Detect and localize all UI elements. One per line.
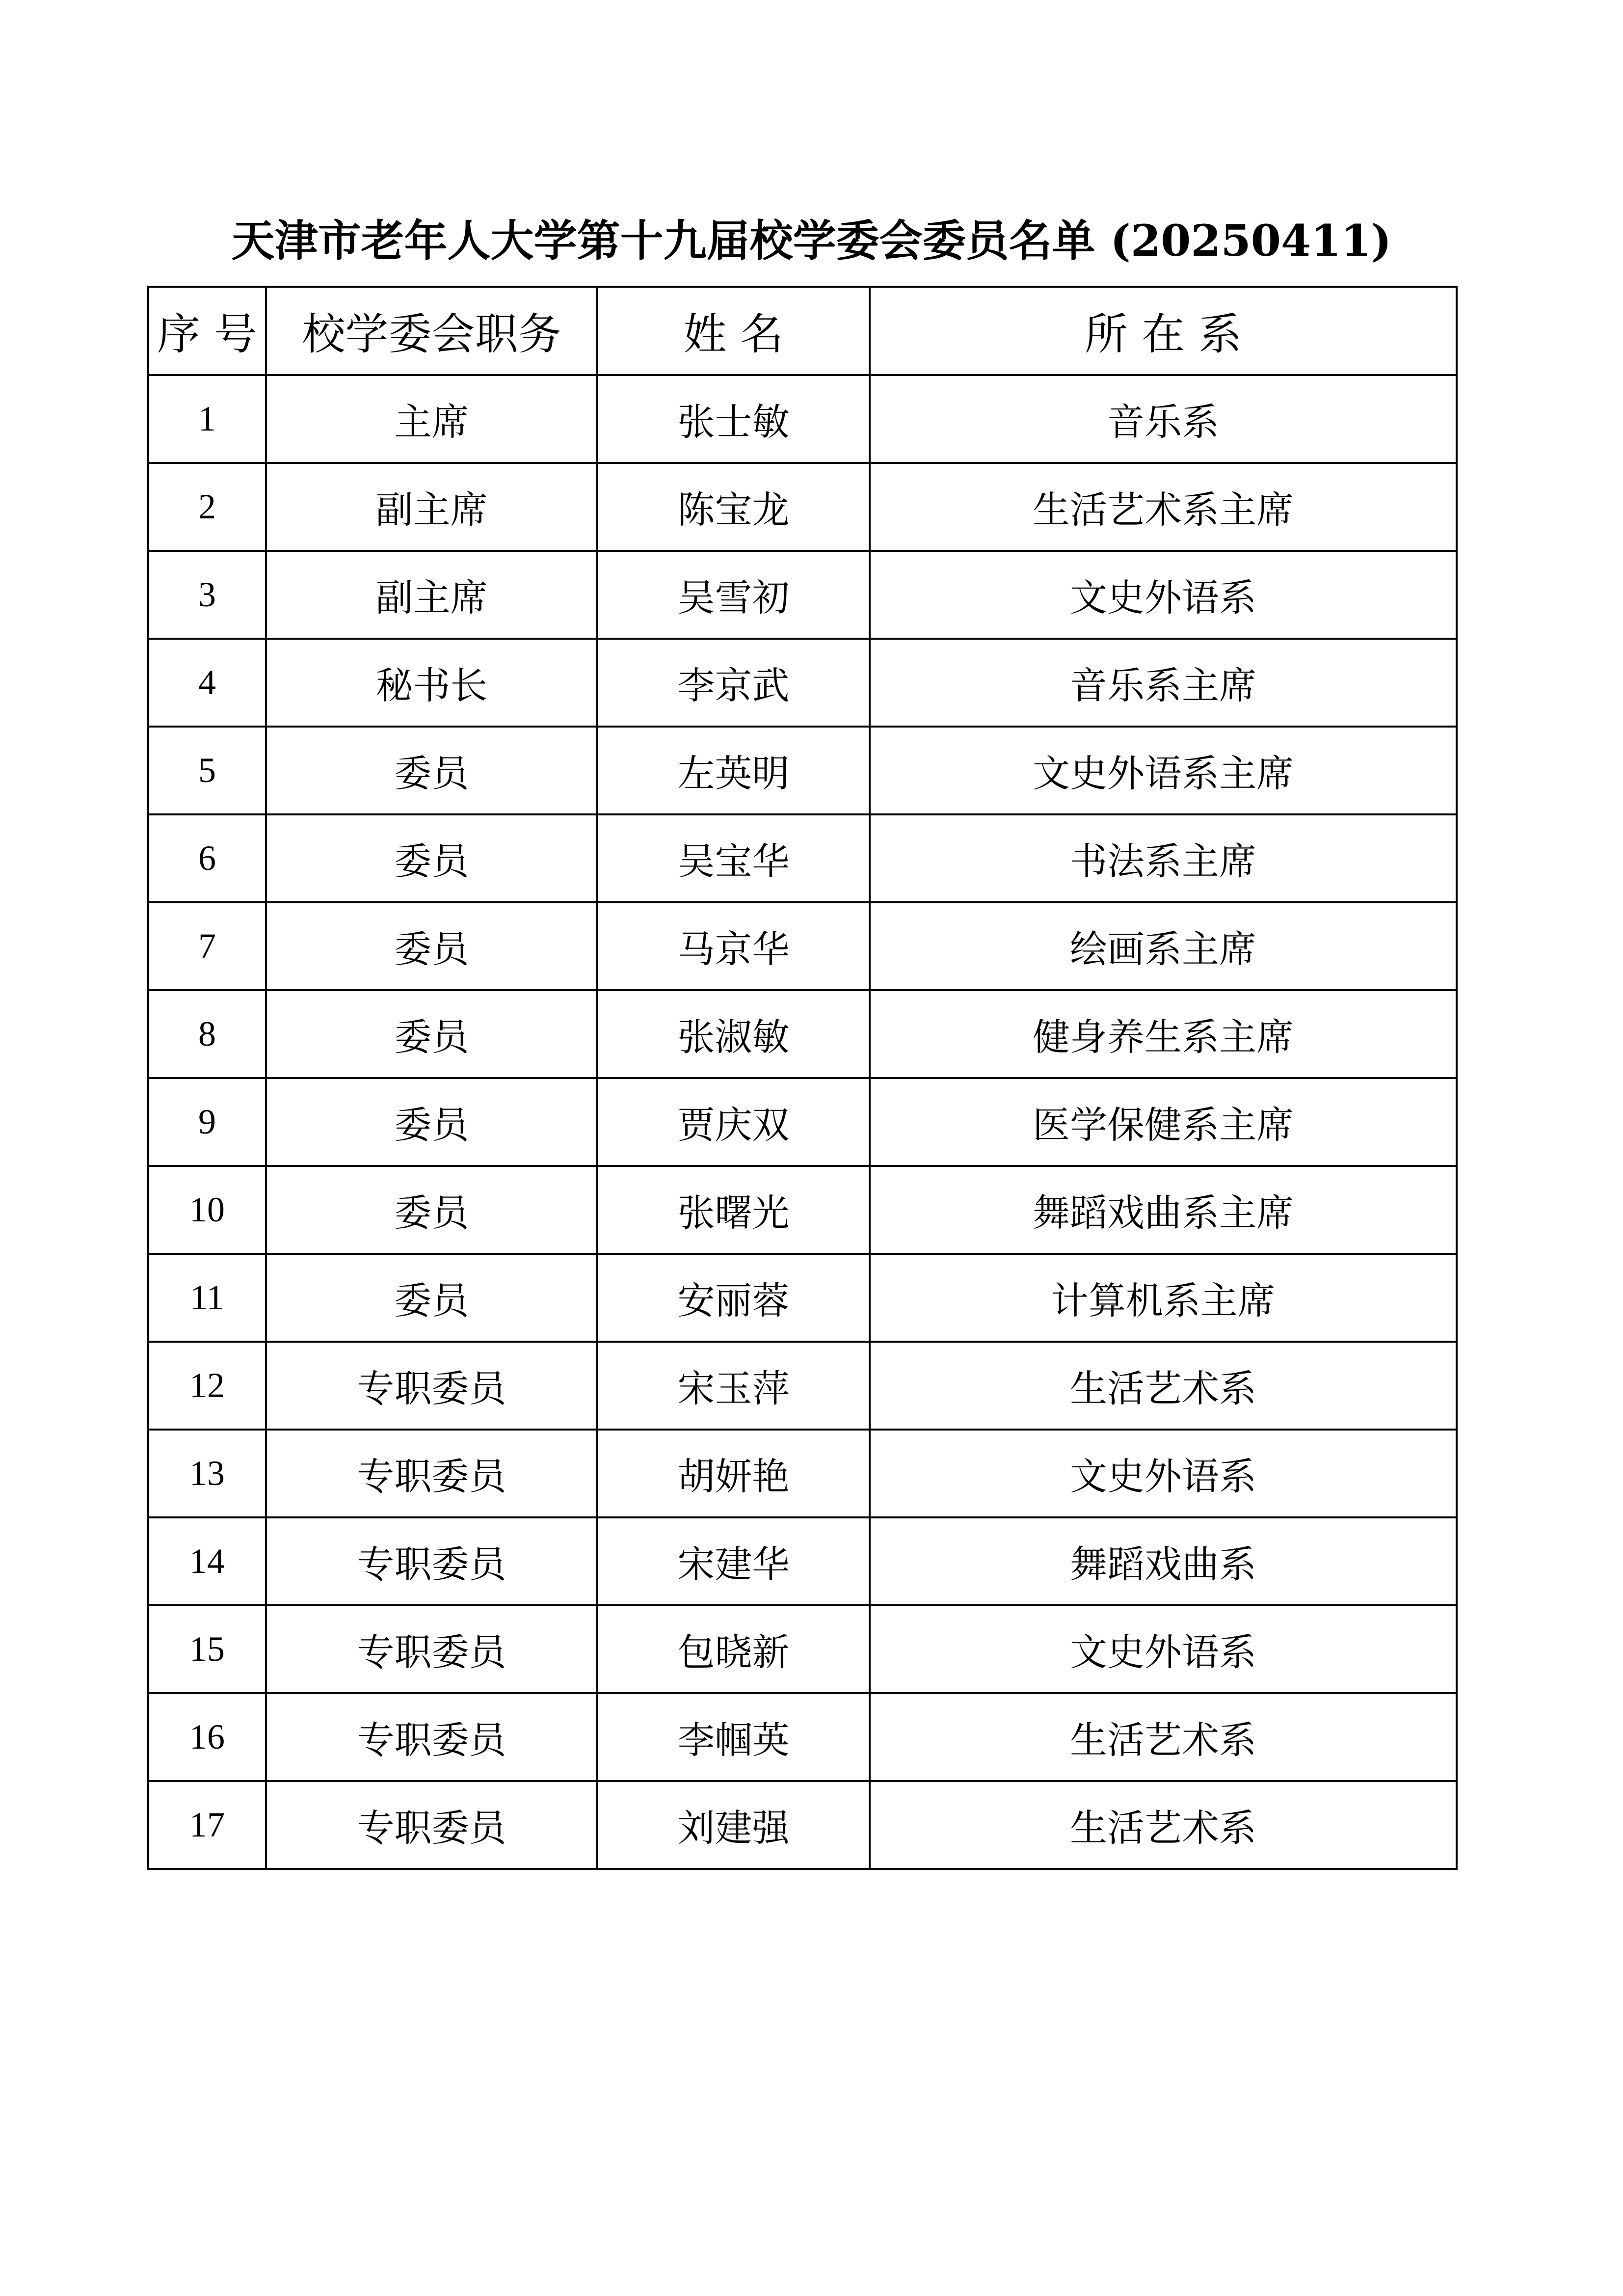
cell-seq: 10 xyxy=(148,1166,266,1254)
table-row xyxy=(148,1342,1457,1430)
cell-role: 专职委员 xyxy=(266,1517,597,1605)
table-row xyxy=(148,639,1457,727)
table-row xyxy=(148,1781,1457,1869)
cell-role: 委员 xyxy=(266,990,597,1078)
cell-seq: 15 xyxy=(148,1605,266,1693)
cell-dept: 文史外语系 xyxy=(870,1430,1457,1517)
cell-role: 专职委员 xyxy=(266,1430,597,1517)
table-row xyxy=(148,1078,1457,1166)
cell-name: 张曙光 xyxy=(597,1166,870,1254)
table-body xyxy=(148,375,1457,1869)
cell-role: 委员 xyxy=(266,1078,597,1166)
cell-name: 胡妍艳 xyxy=(597,1430,870,1517)
table-row xyxy=(148,727,1457,814)
cell-seq: 9 xyxy=(148,1078,266,1166)
member-table xyxy=(147,286,1458,1870)
cell-seq: 7 xyxy=(148,902,266,990)
cell-name: 安丽蓉 xyxy=(597,1254,870,1342)
cell-name: 李京武 xyxy=(597,639,870,727)
cell-dept: 舞蹈戏曲系 xyxy=(870,1517,1457,1605)
cell-name: 张淑敏 xyxy=(597,990,870,1078)
cell-name: 包晓新 xyxy=(597,1605,870,1693)
cell-seq: 13 xyxy=(148,1430,266,1517)
cell-role: 副主席 xyxy=(266,551,597,639)
table-row xyxy=(148,1517,1457,1605)
cell-dept: 舞蹈戏曲系主席 xyxy=(870,1166,1457,1254)
cell-name: 刘建强 xyxy=(597,1781,870,1869)
cell-seq: 1 xyxy=(148,375,266,463)
cell-role: 主席 xyxy=(266,375,597,463)
cell-name: 吴雪初 xyxy=(597,551,870,639)
cell-role: 委员 xyxy=(266,902,597,990)
table-header-row xyxy=(148,287,1457,375)
cell-dept: 生活艺术系主席 xyxy=(870,463,1457,551)
header-name: 姓 名 xyxy=(597,287,870,375)
cell-name: 张士敏 xyxy=(597,375,870,463)
cell-role: 专职委员 xyxy=(266,1781,597,1869)
cell-role: 委员 xyxy=(266,1166,597,1254)
cell-role: 秘书长 xyxy=(266,639,597,727)
table-row xyxy=(148,902,1457,990)
cell-seq: 3 xyxy=(148,551,266,639)
cell-name: 宋建华 xyxy=(597,1517,870,1605)
cell-name: 陈宝龙 xyxy=(597,463,870,551)
cell-role: 委员 xyxy=(266,814,597,902)
cell-dept: 生活艺术系 xyxy=(870,1342,1457,1430)
cell-role: 专职委员 xyxy=(266,1693,597,1781)
cell-dept: 计算机系主席 xyxy=(870,1254,1457,1342)
cell-seq: 2 xyxy=(148,463,266,551)
cell-seq: 16 xyxy=(148,1693,266,1781)
cell-seq: 17 xyxy=(148,1781,266,1869)
cell-name: 贾庆双 xyxy=(597,1078,870,1166)
cell-seq: 6 xyxy=(148,814,266,902)
cell-dept: 书法系主席 xyxy=(870,814,1457,902)
cell-dept: 文史外语系主席 xyxy=(870,727,1457,814)
cell-name: 左英明 xyxy=(597,727,870,814)
cell-seq: 11 xyxy=(148,1254,266,1342)
table-row xyxy=(148,814,1457,902)
table-row xyxy=(148,1605,1457,1693)
cell-dept: 音乐系 xyxy=(870,375,1457,463)
cell-seq: 12 xyxy=(148,1342,266,1430)
cell-name: 马京华 xyxy=(597,902,870,990)
cell-dept: 生活艺术系 xyxy=(870,1781,1457,1869)
cell-dept: 绘画系主席 xyxy=(870,902,1457,990)
document-title: 天津市老年人大学第十九届校学委会委员名单 (20250411) xyxy=(231,215,1392,266)
table-row xyxy=(148,1254,1457,1342)
cell-seq: 8 xyxy=(148,990,266,1078)
table-row xyxy=(148,375,1457,463)
cell-seq: 5 xyxy=(148,727,266,814)
cell-name: 李帼英 xyxy=(597,1693,870,1781)
header-dept: 所 在 系 xyxy=(870,287,1457,375)
header-seq: 序 号 xyxy=(148,287,266,375)
cell-dept: 文史外语系 xyxy=(870,551,1457,639)
table-row xyxy=(148,551,1457,639)
cell-name: 宋玉萍 xyxy=(597,1342,870,1430)
cell-seq: 4 xyxy=(148,639,266,727)
cell-dept: 音乐系主席 xyxy=(870,639,1457,727)
cell-role: 专职委员 xyxy=(266,1605,597,1693)
cell-dept: 健身养生系主席 xyxy=(870,990,1457,1078)
cell-dept: 医学保健系主席 xyxy=(870,1078,1457,1166)
cell-seq: 14 xyxy=(148,1517,266,1605)
cell-name: 吴宝华 xyxy=(597,814,870,902)
cell-role: 委员 xyxy=(266,727,597,814)
cell-role: 副主席 xyxy=(266,463,597,551)
cell-dept: 文史外语系 xyxy=(870,1605,1457,1693)
cell-role: 专职委员 xyxy=(266,1342,597,1430)
cell-role: 委员 xyxy=(266,1254,597,1342)
header-role: 校学委会职务 xyxy=(266,287,597,375)
table-row xyxy=(148,990,1457,1078)
table-row xyxy=(148,1430,1457,1517)
table-row xyxy=(148,463,1457,551)
cell-dept: 生活艺术系 xyxy=(870,1693,1457,1781)
table-row xyxy=(148,1166,1457,1254)
table-row xyxy=(148,1693,1457,1781)
